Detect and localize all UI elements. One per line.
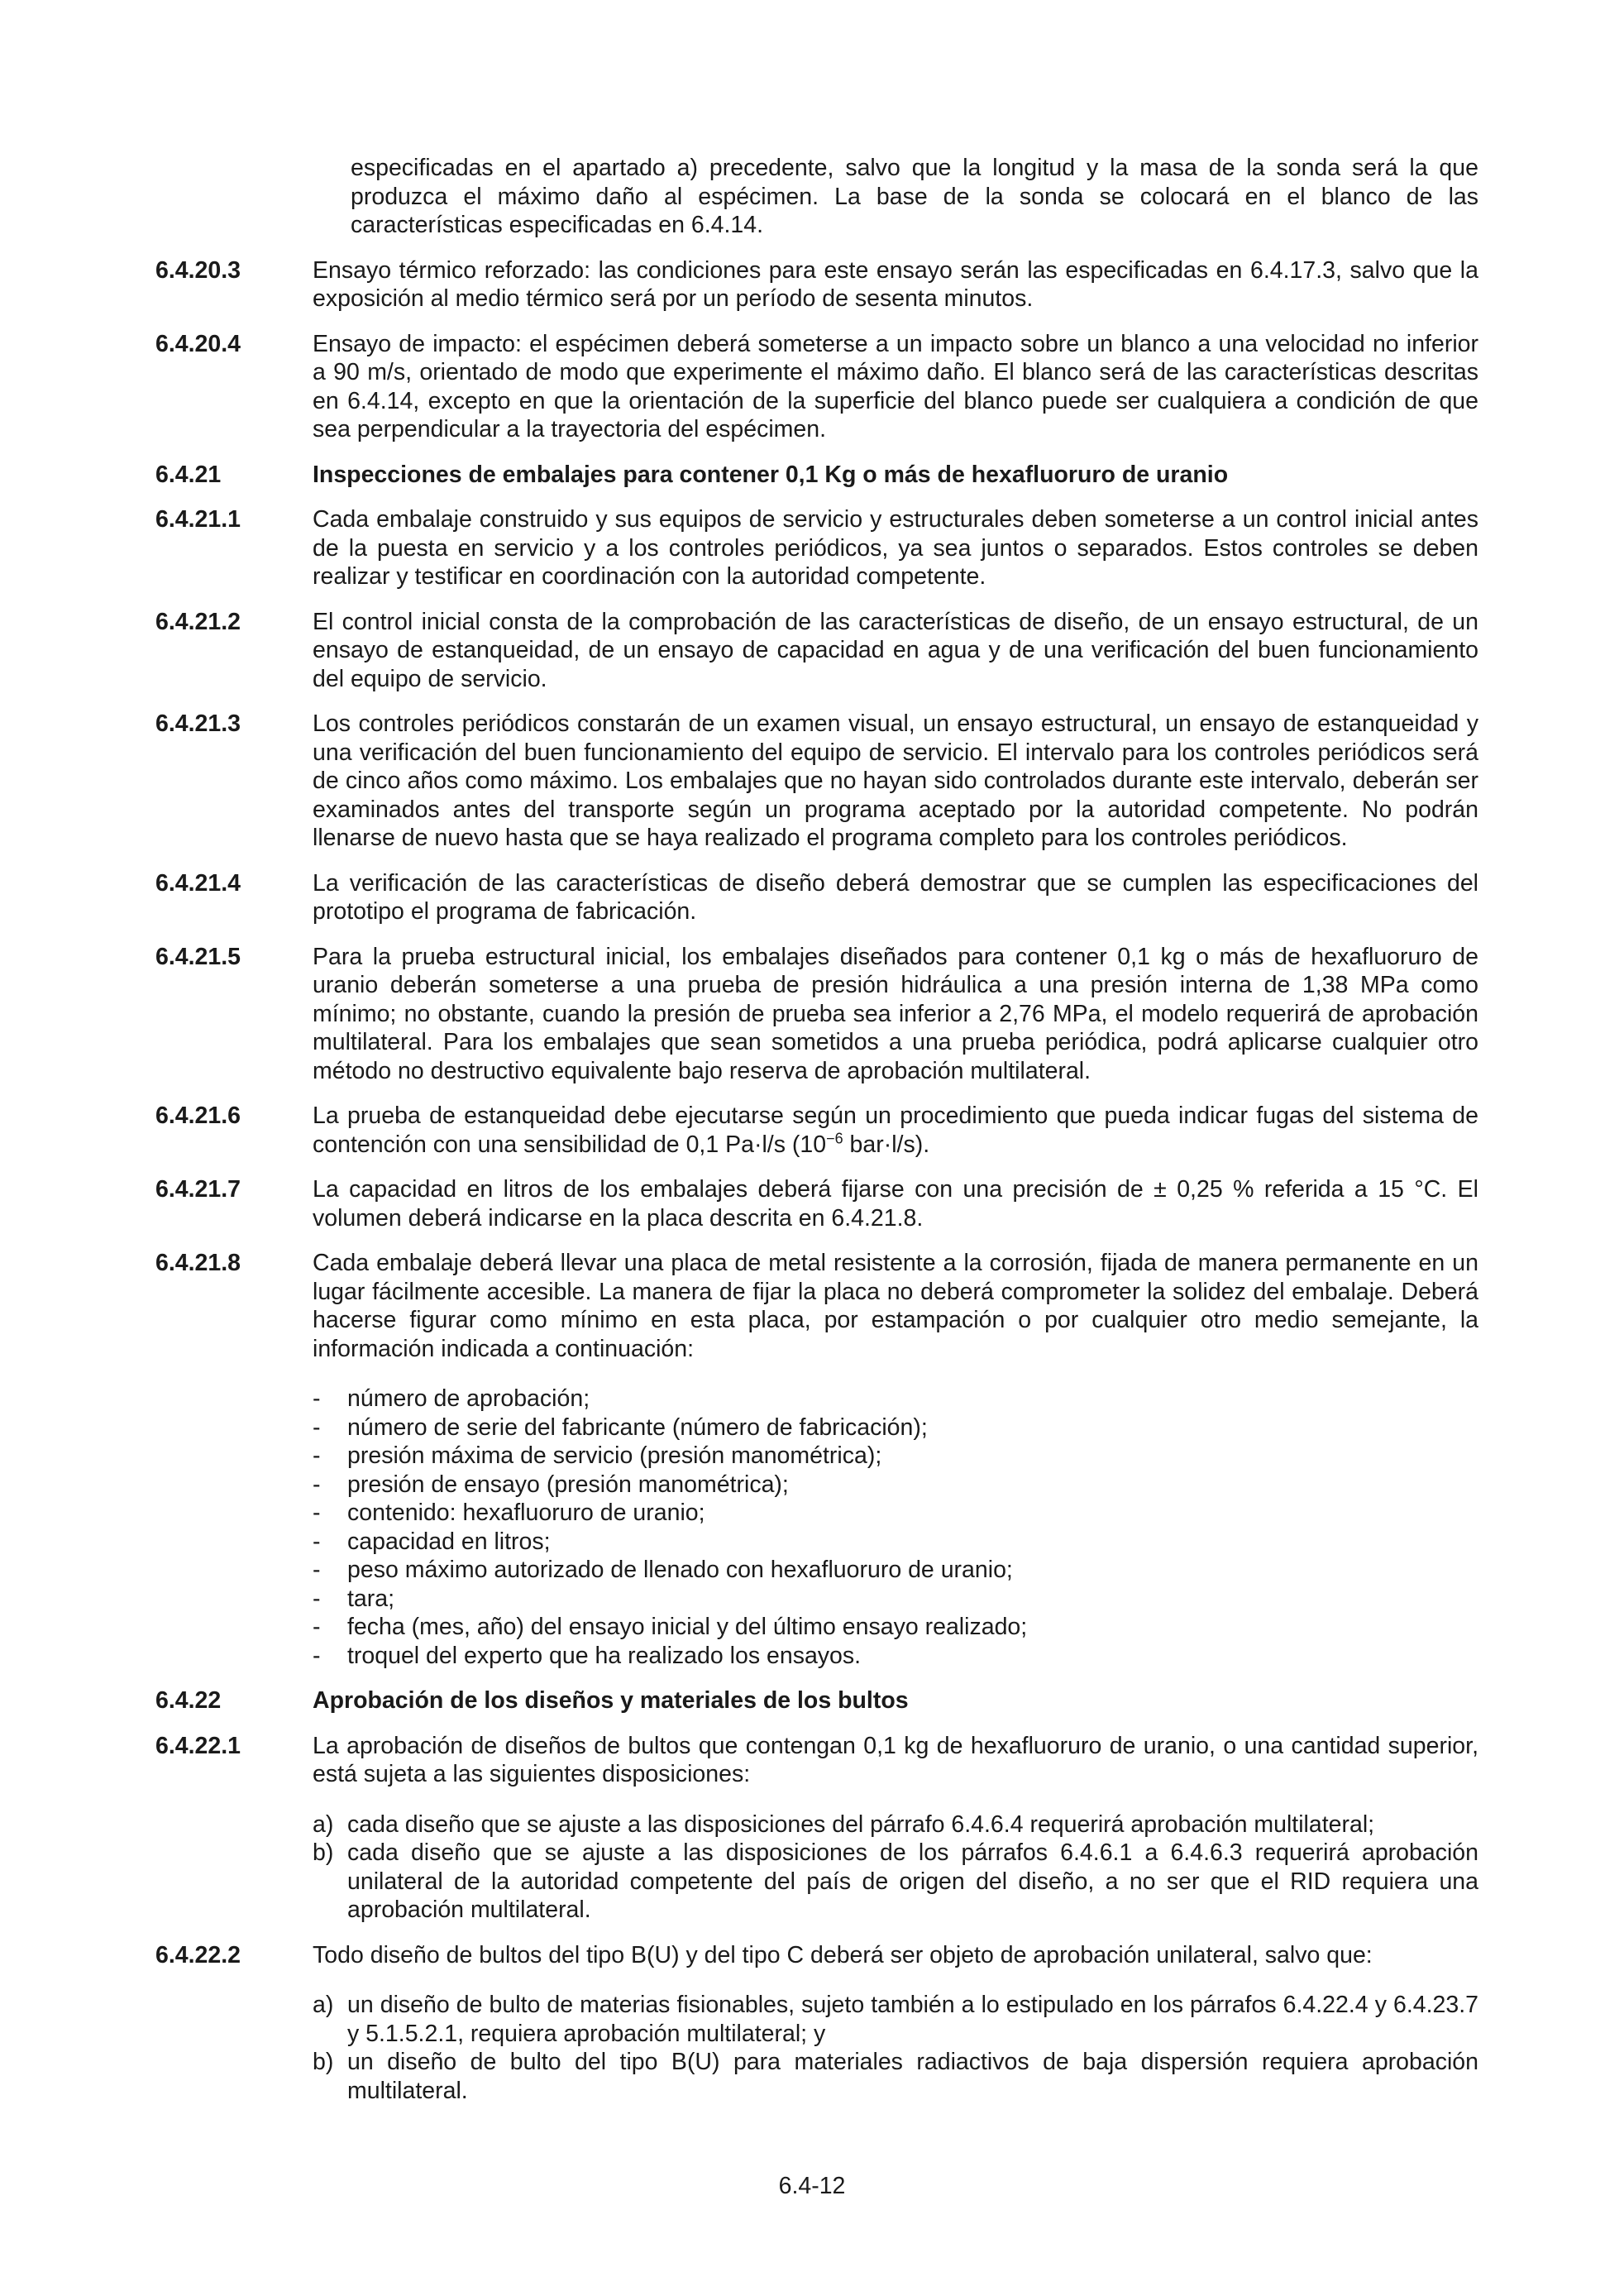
section-number: 6.4.21.5 (155, 943, 241, 970)
section-6-4-21-5 (155, 943, 1478, 1086)
exponent: −6 (826, 1130, 843, 1146)
section-text: La verificación de las características de diseño deberá demostrar que se cumplen las especificaciones del prototipo el programa de fabricación. (313, 869, 1478, 925)
list-item: - presión de ensayo (presión manométrica); (313, 1471, 1478, 1500)
list-item (313, 1991, 1478, 2048)
section-number: 6.4.21.7 (155, 1176, 241, 1203)
section-text: Los controles periódicos constarán de un examen visual, un ensayo estructural, un ensayo de estanqueidad y una verificación del buen funcionamiento del equipo de servicio. El intervalo para los controles periódicos será de cinco años como máximo. Los embalajes que no hayan sido controlados durante este intervalo, deberán ser examinados antes del transporte según un programa aceptado por la autoridad competente. No podrán llenarse de nuevo hasta que se haya realizado el programa completo para los controles periódicos. (313, 710, 1478, 851)
section-6-4-21-8 (155, 1249, 1478, 1670)
section-number: 6.4.21.2 (155, 608, 241, 635)
list-item-text: un diseño de bulto del tipo B(U) para materiales radiactivos de baja dispersión requiera aprobación multilateral. (347, 2049, 1478, 2104)
section-number: 6.4.21.1 (155, 506, 241, 533)
section-6-4-21-2 (155, 608, 1478, 694)
list-marker: a) (313, 1810, 334, 1838)
text-before-exponent: La prueba de estanqueidad debe ejecutarse según un procedimiento que pueda indicar fugas del sistema de contención con una sensibilidad de 0,1 Pa·l/s (10 (313, 1103, 1478, 1158)
section-6-4-22 (155, 1686, 1478, 1715)
section-6-4-21 (155, 461, 1478, 490)
text-after-exponent: bar·l/s). (843, 1131, 930, 1158)
section-6-4-20-4 (155, 330, 1478, 444)
section-6-4-21-1 (155, 505, 1478, 591)
plate-info-list (313, 1385, 1478, 1670)
section-heading: Aprobación de los diseños y materiales de los bultos (313, 1687, 909, 1714)
section-number: 6.4.20.3 (155, 256, 241, 284)
section-text: Para la prueba estructural inicial, los embalajes diseñados para contener 0,1 kg o más de hexafluoruro de uranio deberán someterse a una prueba de presión hidráulica a una presión interna de 1,38 MPa como mínimo; no obstante, cuando la presión de prueba sea inferior a 2,76 MPa, el modelo requerirá de aprobación multilateral. Para los embalajes que sean sometidos a una prueba periódica, podrá aplicarse cualquier otro método no destructivo equivalente bajo reserva de aprobación multilateral. (313, 943, 1478, 1084)
section-text (313, 1102, 1478, 1159)
section-heading: Inspecciones de embalajes para contener 0,1 Kg o más de hexafluoruro de uranio (313, 461, 1229, 488)
list-item: - número de serie del fabricante (número de fabricación); (313, 1413, 1478, 1442)
section-number: 6.4.21.3 (155, 710, 241, 737)
section-6-4-22-2 (155, 1941, 1478, 2106)
list-item (313, 1839, 1478, 1925)
section-number: 6.4.22.1 (155, 1732, 241, 1759)
continuation-paragraph: especificadas en el apartado a) precedente, salvo que la longitud y la masa de la sonda será la que produzca el máximo daño al espécimen. La base de la sonda se colocará en el blanco de las características especificadas en 6.4.14. (351, 155, 1478, 238)
section-text: Ensayo de impacto: el espécimen deberá someterse a un impacto sobre un blanco a una velocidad no inferior a 90 m/s, orientado de modo que experimente el máximo daño. El blanco será de las características descritas en 6.4.14, excepto en que la orientación de la superficie del blanco puede ser cualquiera a condición de que sea perpendicular a la trayectoria del espécimen. (313, 330, 1478, 442)
exceptions-list (313, 1991, 1478, 2105)
section-number: 6.4.20.4 (155, 330, 241, 357)
section-6-4-21-3 (155, 710, 1478, 853)
list-marker: b) (313, 1839, 334, 1866)
section-number: 6.4.22.2 (155, 1941, 241, 1968)
section-body (313, 1249, 1478, 1670)
list-item: - presión máxima de servicio (presión manométrica); (313, 1442, 1478, 1471)
list-item-text: un diseño de bulto de materias fisionables, sujeto también a lo estipulado en los párrafos 6.4.22.4 y 6.4.23.7 y 5.1.5.2.1, requiera aprobación multilateral; y (347, 1992, 1478, 2047)
section-number: 6.4.21.8 (155, 1250, 241, 1276)
list-item: - tara; (313, 1585, 1478, 1614)
section-number: 6.4.22 (155, 1687, 222, 1714)
section-6-4-21-6 (155, 1102, 1478, 1159)
list-item: - contenido: hexafluoruro de uranio; (313, 1499, 1478, 1528)
list-marker: a) (313, 1992, 334, 2018)
list-item (313, 2048, 1478, 2105)
section-number: 6.4.21 (155, 461, 222, 488)
list-item: - fecha (mes, año) del ensayo inicial y del último ensayo realizado; (313, 1613, 1478, 1642)
section-6-4-20-3 (155, 256, 1478, 313)
list-item: - número de aprobación; (313, 1385, 1478, 1413)
section-number: 6.4.21.6 (155, 1103, 241, 1129)
section-text: Ensayo térmico reforzado: las condiciones para este ensayo serán las especificadas en 6.4.17.3, salvo que la exposición al medio térmico será por un período de sesenta minutos. (313, 256, 1478, 312)
page-number: 6.4-12 (778, 2173, 846, 2199)
section-number: 6.4.21.4 (155, 869, 241, 897)
section-text: La aprobación de diseños de bultos que contengan 0,1 kg de hexafluoruro de uranio, o una cantidad superior, está sujeta a las siguientes disposiciones: (313, 1732, 1478, 1787)
provisions-list (313, 1810, 1478, 1925)
section-6-4-21-7 (155, 1175, 1478, 1232)
list-marker: b) (313, 2049, 334, 2075)
section-6-4-22-1 (155, 1732, 1478, 1925)
list-item-text: cada diseño que se ajuste a las disposiciones de los párrafos 6.4.6.1 a 6.4.6.3 requerirá aprobación unilateral de la autoridad competente del país de origen del diseño, a no ser que el RID requiera una aprobación multilateral. (347, 1839, 1478, 1923)
list-item: - peso máximo autorizado de llenado con hexafluoruro de uranio; (313, 1556, 1478, 1585)
list-item: - capacidad en litros; (313, 1528, 1478, 1557)
section-body (313, 1732, 1478, 1925)
section-6-4-21-4 (155, 869, 1478, 926)
section-text: La capacidad en litros de los embalajes deberá fijarse con una precisión de ± 0,25 % referida a 15 °C. El volumen deberá indicarse en la placa descrita en 6.4.21.8. (313, 1176, 1478, 1232)
document-page (155, 154, 1478, 2121)
list-item (313, 1810, 1478, 1839)
section-text: Todo diseño de bultos del tipo B(U) y del tipo C deberá ser objeto de aprobación unilateral, salvo que: (313, 1941, 1373, 1968)
section-body (313, 1941, 1478, 2106)
section-text: Cada embalaje construido y sus equipos de servicio y estructurales deben someterse a un control inicial antes de la puesta en servicio y a los controles periódicos, ya sea juntos o separados. Estos controles se deben realizar y testificar en coordinación con la autoridad competente. (313, 506, 1478, 590)
section-text: Cada embalaje deberá llevar una placa de metal resistente a la corrosión, fijada de manera permanente en un lugar fácilmente accesible. La manera de fijar la placa no deberá comprometer la solidez del embalaje. Deberá hacerse figurar como mínimo en esta placa, por estampación o por cualquier otro medio semejante, la información indicada a continuación: (313, 1250, 1478, 1362)
list-item: - troquel del experto que ha realizado los ensayos. (313, 1642, 1478, 1671)
list-item-text: cada diseño que se ajuste a las disposiciones del párrafo 6.4.6.4 requerirá aprobación multilateral; (347, 1810, 1375, 1838)
section-text: El control inicial consta de la comprobación de las características de diseño, de un ensayo estructural, de un ensayo de estanqueidad, de un ensayo de capacidad en agua y de una verificación del buen funcionamiento del equipo de servicio. (313, 608, 1478, 692)
